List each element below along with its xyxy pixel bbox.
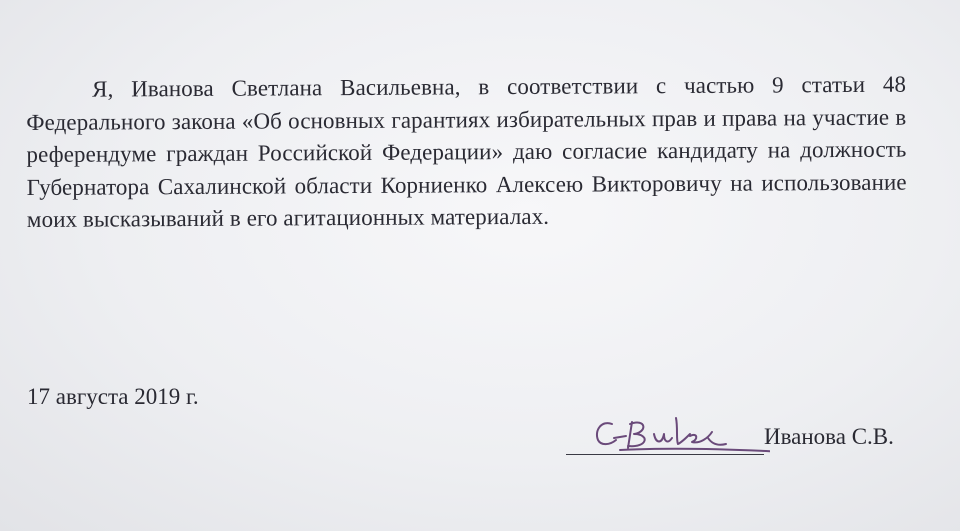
signer-name: Иванова С.В. xyxy=(764,424,894,449)
consent-paragraph: Я, Иванова Светлана Васильевна, в соответствии с частью 9 статьи 48 Федерального закона «Об основных гарантиях избирательных прав и права на участие в референдуме граждан Российской Федерации» даю согласие кандидату на должность Губернатора Сахалинской области Корниенко Алексею Викторовичу на использование моих высказываний в его агитационных материалах. xyxy=(26,71,907,232)
document-date: 17 августа 2019 г. xyxy=(27,384,199,409)
signature-block xyxy=(566,412,926,468)
handwritten-signature xyxy=(590,412,770,460)
